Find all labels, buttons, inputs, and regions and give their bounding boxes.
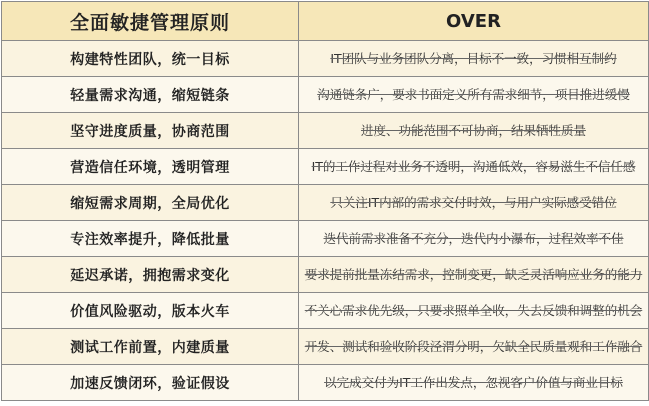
table-row <box>2 185 649 221</box>
table-row <box>2 149 649 185</box>
over-text: 要求提前批量冻结需求，控制变更，缺乏灵活响应业务的能力 <box>304 266 643 282</box>
principles-table <box>1 1 649 401</box>
table-row <box>2 293 649 329</box>
table-row <box>2 221 649 257</box>
over-cell <box>299 365 649 401</box>
over-cell <box>299 221 649 257</box>
table-row <box>2 329 649 365</box>
over-cell <box>299 293 649 329</box>
table-row <box>2 77 649 113</box>
over-cell <box>299 257 649 293</box>
table-row <box>2 41 649 77</box>
principle-cell: 坚守进度质量，协商范围 <box>2 113 299 149</box>
over-text: IT团队与业务团队分离，目标不一致，习惯相互制约 <box>330 50 617 66</box>
over-text: 沟通链条广，要求书面定义所有需求细节，项目推进缓慢 <box>317 86 630 102</box>
header-principle: 全面敏捷管理原则 <box>2 2 299 41</box>
principle-cell: 加速反馈闭环，验证假设 <box>2 365 299 401</box>
over-text: 迭代前需求准备不充分，迭代内小瀑布，过程效率不佳 <box>323 230 624 246</box>
over-cell <box>299 149 649 185</box>
principle-cell: 测试工作前置，内建质量 <box>2 329 299 365</box>
principle-cell: 构建特性团队，统一目标 <box>2 41 299 77</box>
over-cell <box>299 77 649 113</box>
over-cell <box>299 185 649 221</box>
over-text: 以完成交付为IT工作出发点，忽视客户价值与商业目标 <box>324 374 623 390</box>
principles-table-container <box>1 1 648 402</box>
over-cell <box>299 329 649 365</box>
table-row <box>2 365 649 401</box>
principle-cell: 缩短需求周期，全局优化 <box>2 185 299 221</box>
principle-cell: 营造信任环境，透明管理 <box>2 149 299 185</box>
over-text: 只关注IT内部的需求交付时效，与用户实际感受错位 <box>330 194 617 210</box>
table-row <box>2 257 649 293</box>
principle-cell: 延迟承诺，拥抱需求变化 <box>2 257 299 293</box>
over-text: 开发、测试和验收阶段泾渭分明，欠缺全民质量观和工作融合 <box>304 338 643 354</box>
table-row <box>2 113 649 149</box>
over-cell <box>299 41 649 77</box>
principle-cell: 轻量需求沟通，缩短链条 <box>2 77 299 113</box>
over-text: IT的工作过程对业务不透明，沟通低效，容易滋生不信任感 <box>311 158 636 174</box>
principle-cell: 专注效率提升，降低批量 <box>2 221 299 257</box>
principle-cell: 价值风险驱动，版本火车 <box>2 293 299 329</box>
over-text: 进度、功能范围不可协商，结果牺牲质量 <box>360 122 586 138</box>
over-text: 不关心需求优先级，只要求照单全收，失去反馈和调整的机会 <box>304 302 643 318</box>
header-over: OVER <box>299 2 649 41</box>
over-cell <box>299 113 649 149</box>
table-header-row <box>2 2 649 41</box>
